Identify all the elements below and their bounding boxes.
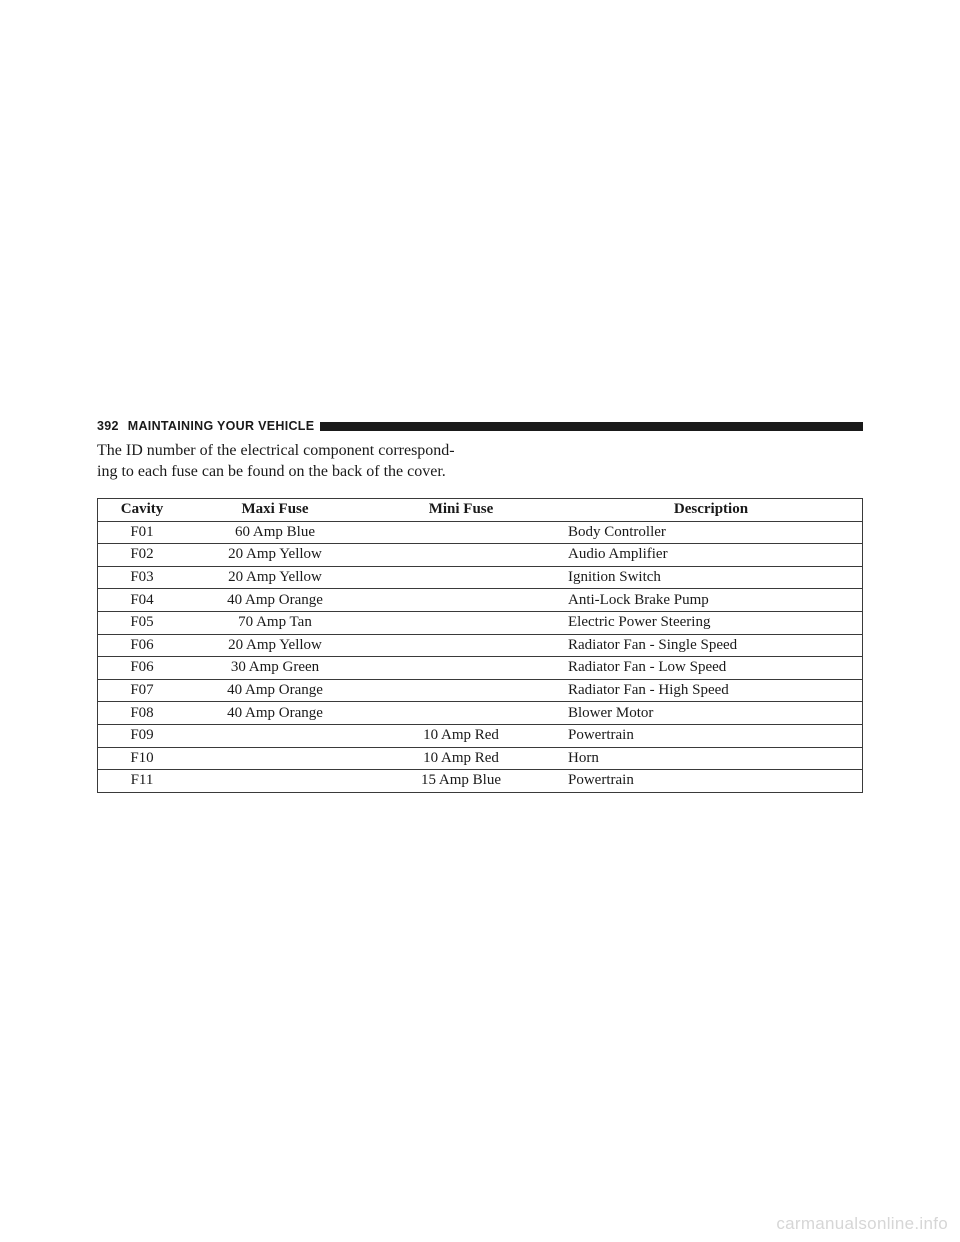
cell-cavity: F09 bbox=[98, 724, 187, 747]
section-title: MAINTAINING YOUR VEHICLE bbox=[127, 419, 315, 433]
header-rule bbox=[320, 422, 863, 431]
cell-mini-fuse bbox=[364, 679, 558, 702]
table-row bbox=[98, 770, 863, 793]
cell-description: Audio Amplifier bbox=[558, 544, 863, 567]
cell-mini-fuse bbox=[364, 589, 558, 612]
cell-cavity: F03 bbox=[98, 566, 187, 589]
cell-cavity: F06 bbox=[98, 634, 187, 657]
column-header-cavity: Cavity bbox=[98, 499, 187, 522]
cell-cavity: F02 bbox=[98, 544, 187, 567]
cell-description: Electric Power Steering bbox=[558, 611, 863, 634]
table-header-row bbox=[98, 499, 863, 522]
table-row bbox=[98, 679, 863, 702]
cell-description: Powertrain bbox=[558, 724, 863, 747]
table-row bbox=[98, 521, 863, 544]
cell-maxi-fuse bbox=[186, 747, 364, 770]
table-row bbox=[98, 747, 863, 770]
table-row bbox=[98, 634, 863, 657]
table-row bbox=[98, 611, 863, 634]
cell-cavity: F08 bbox=[98, 702, 187, 725]
cell-mini-fuse: 15 Amp Blue bbox=[364, 770, 558, 793]
cell-mini-fuse: 10 Amp Red bbox=[364, 724, 558, 747]
cell-maxi-fuse: 40 Amp Orange bbox=[186, 702, 364, 725]
page-number: 392 bbox=[97, 419, 119, 433]
cell-mini-fuse bbox=[364, 521, 558, 544]
cell-cavity: F01 bbox=[98, 521, 187, 544]
cell-mini-fuse bbox=[364, 544, 558, 567]
cell-mini-fuse bbox=[364, 702, 558, 725]
intro-paragraph bbox=[97, 440, 517, 482]
cell-maxi-fuse: 40 Amp Orange bbox=[186, 589, 364, 612]
cell-mini-fuse bbox=[364, 657, 558, 680]
table-row bbox=[98, 566, 863, 589]
cell-mini-fuse bbox=[364, 566, 558, 589]
cell-description: Powertrain bbox=[558, 770, 863, 793]
table-row bbox=[98, 657, 863, 680]
cell-mini-fuse bbox=[364, 611, 558, 634]
cell-description: Ignition Switch bbox=[558, 566, 863, 589]
cell-cavity: F07 bbox=[98, 679, 187, 702]
cell-description: Blower Motor bbox=[558, 702, 863, 725]
cell-maxi-fuse: 70 Amp Tan bbox=[186, 611, 364, 634]
cell-description: Radiator Fan - Low Speed bbox=[558, 657, 863, 680]
page-header bbox=[97, 418, 863, 434]
cell-maxi-fuse: 20 Amp Yellow bbox=[186, 566, 364, 589]
cell-cavity: F05 bbox=[98, 611, 187, 634]
cell-maxi-fuse bbox=[186, 770, 364, 793]
cell-cavity: F04 bbox=[98, 589, 187, 612]
cell-description: Radiator Fan - Single Speed bbox=[558, 634, 863, 657]
cell-maxi-fuse: 20 Amp Yellow bbox=[186, 544, 364, 567]
cell-maxi-fuse: 60 Amp Blue bbox=[186, 521, 364, 544]
cell-description: Body Controller bbox=[558, 521, 863, 544]
cell-cavity: F11 bbox=[98, 770, 187, 793]
cell-cavity: F06 bbox=[98, 657, 187, 680]
watermark-text: carmanualsonline.info bbox=[776, 1214, 948, 1233]
cell-maxi-fuse: 30 Amp Green bbox=[186, 657, 364, 680]
cell-mini-fuse: 10 Amp Red bbox=[364, 747, 558, 770]
column-header-mini-fuse: Mini Fuse bbox=[364, 499, 558, 522]
cell-description: Anti-Lock Brake Pump bbox=[558, 589, 863, 612]
cell-mini-fuse bbox=[364, 634, 558, 657]
table-row bbox=[98, 702, 863, 725]
cell-maxi-fuse: 40 Amp Orange bbox=[186, 679, 364, 702]
column-header-maxi-fuse: Maxi Fuse bbox=[186, 499, 364, 522]
intro-line-1: The ID number of the electrical component correspond- bbox=[97, 442, 455, 459]
fuse-table bbox=[97, 498, 863, 793]
table-row bbox=[98, 589, 863, 612]
table-row bbox=[98, 724, 863, 747]
cell-maxi-fuse bbox=[186, 724, 364, 747]
cell-description: Horn bbox=[558, 747, 863, 770]
table-row bbox=[98, 544, 863, 567]
column-header-description: Description bbox=[558, 499, 863, 522]
cell-maxi-fuse: 20 Amp Yellow bbox=[186, 634, 364, 657]
cell-description: Radiator Fan - High Speed bbox=[558, 679, 863, 702]
cell-cavity: F10 bbox=[98, 747, 187, 770]
intro-line-2: ing to each fuse can be found on the back of the cover. bbox=[97, 463, 446, 480]
